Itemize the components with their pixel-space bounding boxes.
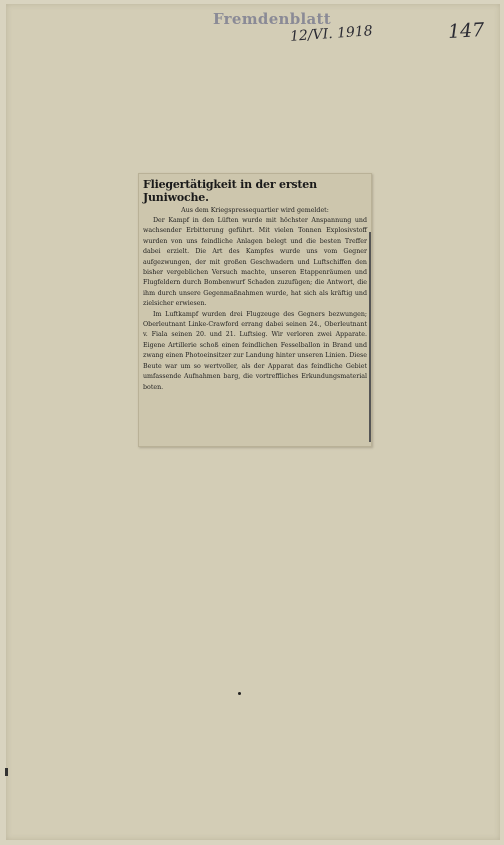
handwritten-date: 12/VI. 1918 (289, 23, 374, 45)
clipping-subtitle: Aus dem Kriegspressequartier wird gemeldet: (181, 207, 329, 214)
edge-mark (5, 768, 8, 776)
newspaper-clipping (138, 173, 372, 447)
clipping-edge-shadow (369, 232, 372, 442)
clipping-paragraph-1: Der Kampf in den Lüften wurde mit höchster Anspannung und wachsender Erbitterung geführt. Mit vielen Tonnen Explosivstoff wurden von uns feindliche Anlagen belegt und die besten Treffer dabei erzielt. Die Art des Kampfes wurde uns vom Gegner aufgezwungen, der mit großen Geschwadern und Luftschiffen den bisher vergeblichen Versuch machte, unseren Etappenräumen und Flugfeldern durch Bombenwurf Schaden zuzufügen; die Antwort, die ihm durch unsere Gegenmaßnahmen wurde, hat sich als kräftig und zielsicher erwiesen. (143, 217, 367, 308)
punch-mark (238, 692, 241, 695)
clipping-body (143, 216, 367, 393)
clipping-title: Fliegertätigkeit in der ersten Juniwoche. (143, 178, 317, 204)
clipping-paragraph-2: Im Luftkampf wurden drei Flugzeuge des Gegners bezwungen; Oberleutnant Linke-Crawford errang dabei seinen 24., Oberleutnant v. Fiala seinen 20. und 21. Luftsieg. Wir verloren zwei Apparate. Eigene Artillerie schoß einen feindlichen Fesselballon in Brand und zwang einen Photoeinsitzer zur Landung hinter unseren Linien. Diese Beute war um so wertvoller, als der Apparat das feindliche Gebiet umfassende Aufnahmen barg, die vortreffliches Erkundungsmaterial boten. (143, 310, 367, 391)
folio-number: 147 (447, 19, 485, 43)
newspaper-stamp: Fremdenblatt (213, 10, 332, 28)
